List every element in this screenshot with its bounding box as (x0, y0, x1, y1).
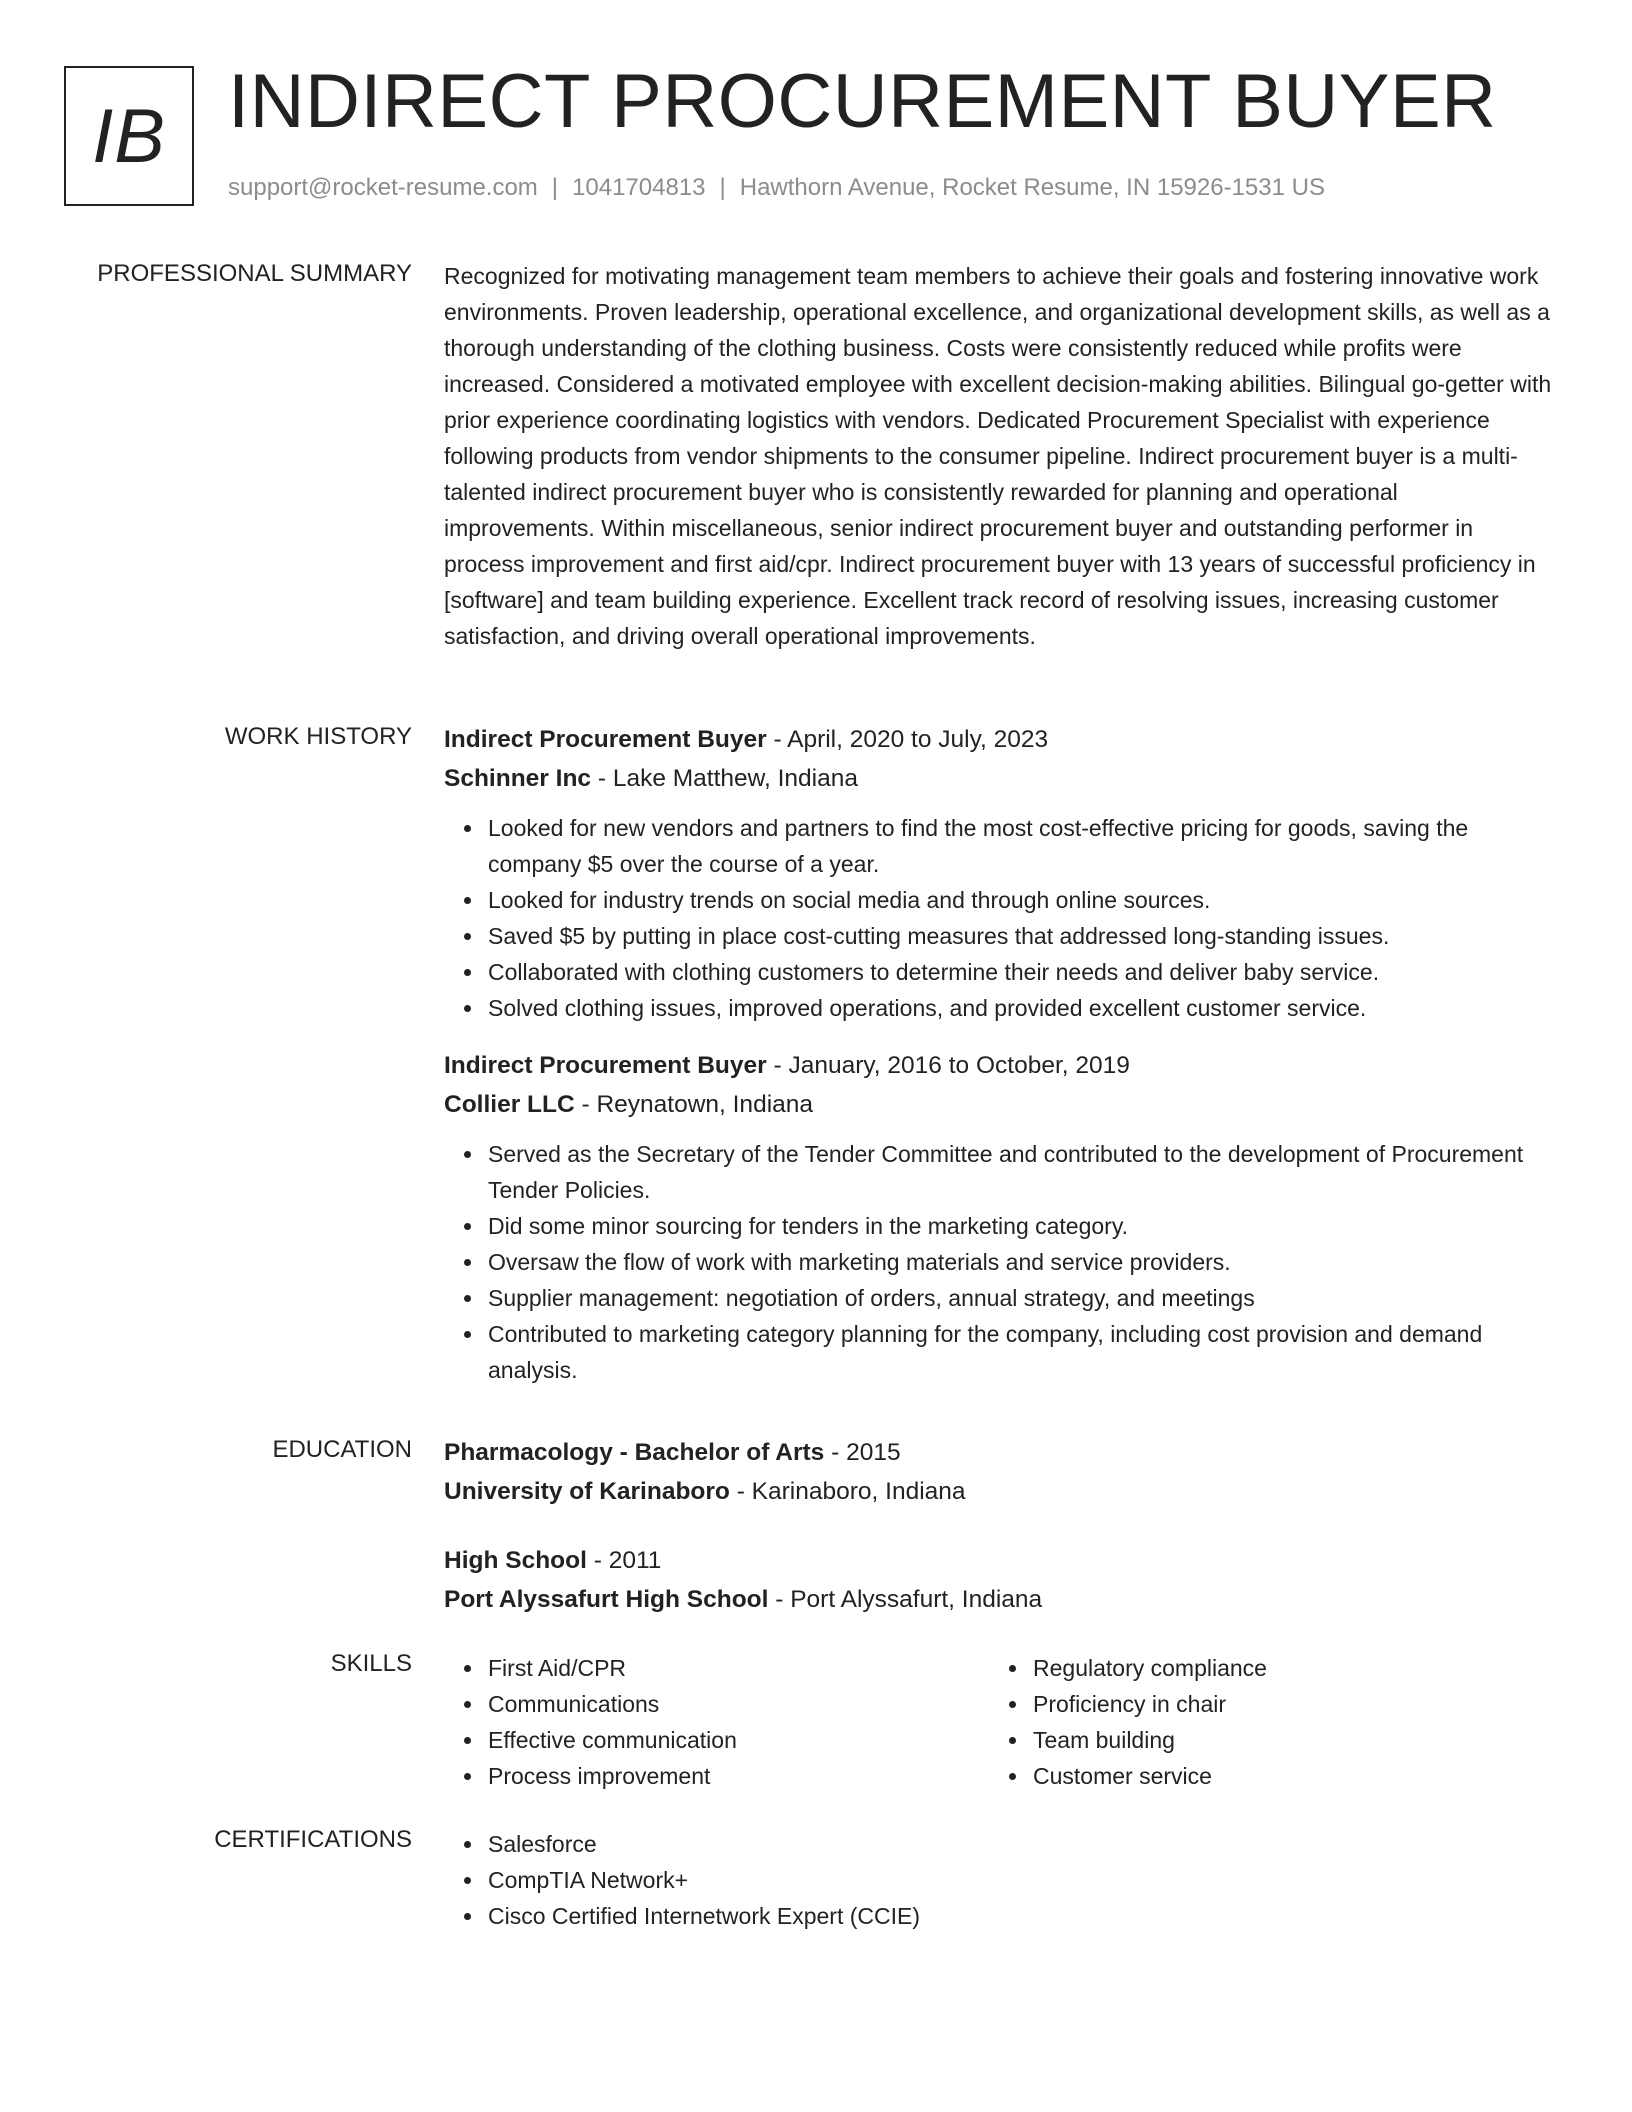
job-dates: - April, 2020 to July, 2023 (766, 726, 1049, 753)
job-role: Indirect Procurement Buyer (444, 726, 767, 753)
skill-item: Regulatory compliance (1033, 1650, 1534, 1686)
education-entry (444, 1433, 1554, 1511)
job-title-line (444, 720, 1554, 759)
skill-item: Proficiency in chair (1033, 1686, 1534, 1722)
contact-separator: | (551, 174, 559, 201)
skill-item: Team building (1033, 1722, 1534, 1758)
job-company-line (444, 1085, 1554, 1124)
school: University of Karinaboro (444, 1478, 730, 1505)
school-line (444, 1580, 1554, 1619)
degree: Pharmacology - Bachelor of Arts (444, 1439, 825, 1466)
job-company-line (444, 759, 1554, 798)
contact-line (228, 174, 1325, 202)
certifications-title: CERTIFICATIONS (214, 1826, 412, 1853)
list-item: Did some minor sourcing for tenders in the marketing category. (488, 1208, 1554, 1244)
skills-list-left (444, 1650, 989, 1794)
work-history-title: WORK HISTORY (224, 723, 412, 750)
job-dates: - January, 2016 to October, 2019 (766, 1052, 1130, 1079)
initials: IB (92, 93, 166, 179)
certification-item: Salesforce (488, 1826, 1554, 1862)
skill-item: Effective communication (488, 1722, 989, 1758)
list-item: Supplier management: negotiation of orders, annual strategy, and meetings (488, 1280, 1554, 1316)
degree: High School (444, 1547, 587, 1574)
degree-line (444, 1541, 1554, 1580)
list-item: Looked for new vendors and partners to find the most cost-effective pricing for goods, saving the company $5 over the course of a year. (488, 810, 1554, 882)
summary-text: Recognized for motivating management team members to achieve their goals and fostering innovative work environments. Proven leadership, operational excellence, and organizational development skills, as well as a thorough understanding of the clothing business. Costs were consistently reduced while profits were increased. Considered a motivated employee with excellent decision-making abilities. Bilingual go-getter with prior experience coordinating logistics with vendors. Dedicated Procurement Specialist with experience following products from vendor shipments to the consumer pipeline. Indirect procurement buyer is a multi-talented indirect procurement buyer who is consistently rewarded for planning and operational improvements. Within miscellaneous, senior indirect procurement buyer and outstanding performer in process improvement and first aid/cpr. Indirect procurement buyer with 13 years of successful proficiency in [software] and team building experience. Excellent track record of resolving issues, increasing customer satisfaction, and driving overall operational improvements. (444, 263, 1552, 649)
graduation-year: - 2011 (586, 1547, 662, 1574)
job-title-line (444, 1046, 1554, 1085)
summary-title: PROFESSIONAL SUMMARY (97, 260, 412, 287)
school: Port Alyssafurt High School (444, 1586, 769, 1613)
skill-item: Communications (488, 1686, 989, 1722)
list-item: Served as the Secretary of the Tender Committee and contributed to the development of Procurement Tender Policies. (488, 1136, 1554, 1208)
resume-name: INDIRECT PROCUREMENT BUYER (228, 59, 1497, 144)
job-role: Indirect Procurement Buyer (444, 1052, 767, 1079)
job-company: Collier LLC (444, 1091, 575, 1118)
contact-email: support@rocket-resume.com (228, 174, 538, 201)
contact-phone: 1041704813 (572, 174, 706, 201)
education-entry (444, 1541, 1554, 1619)
list-item: Collaborated with clothing customers to determine their needs and deliver baby service. (488, 954, 1554, 990)
education-body (444, 1433, 1554, 1619)
list-item: Looked for industry trends on social media and through online sources. (488, 882, 1554, 918)
education-title: EDUCATION (272, 1436, 412, 1463)
skills-list-right (989, 1650, 1534, 1794)
skill-item: Customer service (1033, 1758, 1534, 1794)
skill-item: Process improvement (488, 1758, 989, 1794)
list-item: Saved $5 by putting in place cost-cutting measures that addressed long-standing issues. (488, 918, 1554, 954)
list-item: Contributed to marketing category planning for the company, including cost provision and demand analysis. (488, 1316, 1554, 1388)
monogram-logo (64, 66, 194, 206)
job-company: Schinner Inc (444, 765, 592, 792)
school-line (444, 1472, 1554, 1511)
list-item: Oversaw the flow of work with marketing materials and service providers. (488, 1244, 1554, 1280)
certification-item: Cisco Certified Internetwork Expert (CCIE) (488, 1898, 1554, 1934)
skills-body (444, 1650, 1554, 1794)
graduation-year: - 2015 (824, 1439, 901, 1466)
list-item: Solved clothing issues, improved operations, and provided excellent customer service. (488, 990, 1554, 1026)
job-location: - Reynatown, Indiana (574, 1091, 814, 1118)
job-bullets (444, 810, 1554, 1026)
certification-item: CompTIA Network+ (488, 1862, 1554, 1898)
job-location: - Lake Matthew, Indiana (591, 765, 858, 792)
summary-body (444, 258, 1554, 654)
certifications-body (444, 1826, 1554, 1934)
job-entry (444, 720, 1554, 1026)
contact-separator: | (719, 174, 726, 201)
certifications-list (444, 1826, 1554, 1934)
job-entry (444, 1046, 1554, 1388)
skill-item: First Aid/CPR (488, 1650, 989, 1686)
work-history-body (444, 720, 1554, 1388)
skills-title: SKILLS (330, 1650, 412, 1677)
contact-address: Hawthorn Avenue, Rocket Resume, IN 15926-1531 US (739, 174, 1325, 201)
degree-line (444, 1433, 1554, 1472)
school-location: - Karinaboro, Indiana (729, 1478, 966, 1505)
school-location: - Port Alyssafurt, Indiana (768, 1586, 1043, 1613)
job-bullets (444, 1136, 1554, 1388)
